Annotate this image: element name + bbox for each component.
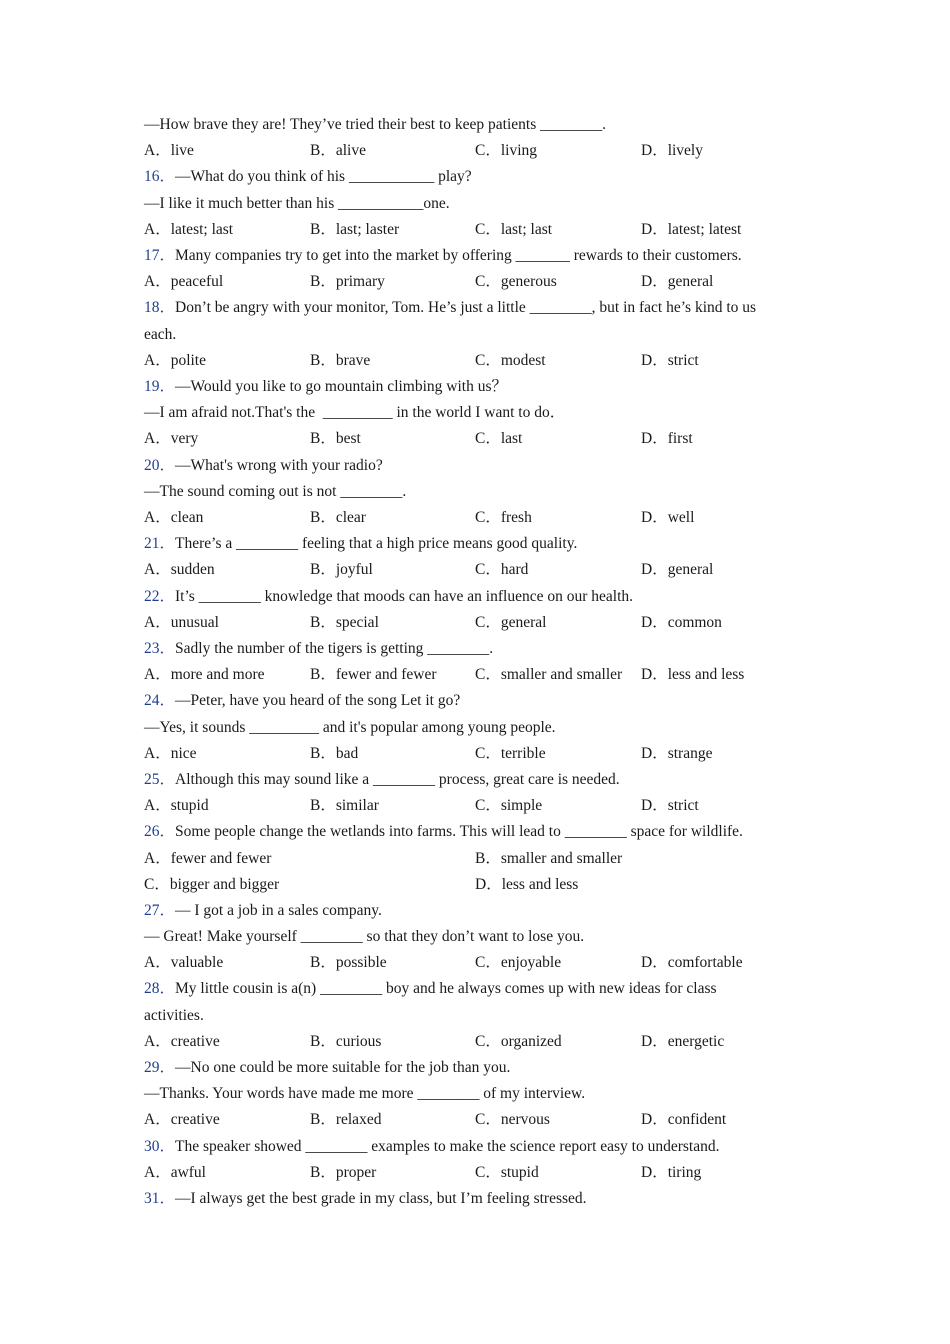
question-text: —Would you like to go mountain climbing with us？ [175, 377, 508, 395]
question-text: —No one could be more suitable for the job than you. [175, 1059, 511, 1077]
option-choice: B．curious [310, 1032, 382, 1050]
option-choice: A．creative [144, 1111, 220, 1129]
option-choice: D．strange [641, 744, 713, 762]
question-line [144, 819, 814, 845]
question-text: —I always get the best grade in my class, but I’m feeling stressed. [175, 1190, 587, 1208]
options-row [144, 610, 814, 636]
option-choice: C．last; last [475, 220, 553, 238]
question-number: 25． [144, 770, 176, 788]
option-choice: C．living [475, 142, 538, 160]
option-choice: B．clear [310, 508, 366, 526]
option-choice: D．first [641, 430, 693, 448]
options-row [144, 217, 814, 243]
question-line [144, 243, 814, 269]
option-choice: C．smaller and smaller [475, 666, 623, 684]
option-choice: B．proper [310, 1163, 377, 1181]
question-number: 22． [144, 587, 176, 605]
options-row [144, 793, 814, 819]
question-text: Sadly the number of the tigers is getting ________. [175, 639, 494, 657]
option-choice: C．enjoyable [475, 954, 562, 972]
question-line [144, 1186, 814, 1212]
option-choice: A．creative [144, 1032, 220, 1050]
text-line: —The sound coming out is not ________. [144, 482, 407, 500]
question-text: Although this may sound like a ________ process, great care is needed. [175, 770, 620, 788]
text-line: each. [144, 325, 177, 343]
options-row [144, 1160, 814, 1186]
question-number: 29． [144, 1059, 176, 1077]
option-choice: B．best [310, 430, 361, 448]
question-line [144, 767, 814, 793]
option-choice: A．sudden [144, 561, 215, 579]
option-choice: A．fewer and fewer [144, 849, 272, 867]
question-line [144, 531, 814, 557]
option-choice: C．stupid [475, 1163, 539, 1181]
option-choice: A．clean [144, 508, 204, 526]
option-choice: A．more and more [144, 666, 265, 684]
option-choice: B．special [310, 613, 379, 631]
question-line [144, 688, 814, 714]
option-choice: A．nice [144, 744, 197, 762]
option-choice: C．nervous [475, 1111, 550, 1129]
text-line: —How brave they are! They’ve tried their best to keep patients ________. [144, 116, 606, 133]
option-choice: A．very [144, 430, 199, 448]
question-line [144, 1134, 814, 1160]
option-choice: B．bad [310, 744, 359, 762]
question-line [144, 898, 814, 924]
text-line: — Great! Make yourself ________ so that they don’t want to lose you. [144, 928, 585, 946]
options-row [144, 348, 814, 374]
option-choice: C．terrible [475, 744, 546, 762]
option-choice: D．latest; latest [641, 220, 742, 238]
question-text: Some people change the wetlands into farms. This will lead to ________ space for wildlife. [175, 823, 743, 841]
question-number: 31． [144, 1190, 176, 1208]
options-row [144, 950, 814, 976]
option-choice: D．comfortable [641, 954, 743, 972]
options-row [144, 426, 814, 452]
question-text: —What do you think of his ___________ play? [175, 168, 472, 186]
option-choice: B．primary [310, 273, 385, 291]
question-line [144, 584, 814, 610]
option-choice: A．latest; last [144, 220, 234, 238]
question-number: 20． [144, 456, 176, 474]
text-line: —I like it much better than his ___________one. [144, 194, 450, 212]
options-row [144, 138, 814, 164]
worksheet-page [144, 112, 814, 1212]
options-row [144, 505, 814, 531]
options-row [144, 846, 814, 872]
options-row [144, 662, 814, 688]
option-choice: D．strict [641, 351, 699, 369]
question-number: 23． [144, 639, 176, 657]
question-number: 30． [144, 1137, 176, 1155]
options-row [144, 269, 814, 295]
question-line [144, 453, 814, 479]
option-choice: D．well [641, 508, 695, 526]
question-number: 26． [144, 823, 176, 841]
question-number: 18． [144, 299, 176, 317]
question-line [144, 1055, 814, 1081]
options-row [144, 872, 814, 898]
option-choice: C．simple [475, 797, 543, 815]
option-choice: D．general [641, 273, 714, 291]
option-choice: D．general [641, 561, 714, 579]
question-number: 19． [144, 377, 176, 395]
option-choice: A．awful [144, 1163, 206, 1181]
question-text: It’s ________ knowledge that moods can have an influence on our health. [175, 587, 634, 605]
option-choice: C．modest [475, 351, 546, 369]
option-choice: D．lively [641, 142, 703, 160]
question-line [144, 295, 814, 321]
question-text: — I got a job in a sales company. [175, 901, 382, 919]
option-choice: C．organized [475, 1032, 562, 1050]
option-choice: C．hard [475, 561, 529, 579]
question-text: My little cousin is a(n) ________ boy and he always comes up with new ideas for class [175, 980, 717, 998]
option-choice: C．bigger and bigger [144, 875, 280, 893]
text-line: —Yes, it sounds _________ and it's popular among young people. [144, 718, 556, 736]
question-line [144, 636, 814, 662]
option-choice: B．smaller and smaller [475, 849, 623, 867]
option-choice: D．strict [641, 797, 699, 815]
option-choice: C．last [475, 430, 523, 448]
text-line: —Thanks. Your words have made me more ________ of my interview. [144, 1085, 586, 1103]
option-choice: D．less and less [475, 875, 579, 893]
option-choice: C．fresh [475, 508, 532, 526]
option-choice: A．polite [144, 351, 206, 369]
question-number: 21． [144, 535, 176, 553]
options-row [144, 557, 814, 583]
question-line [144, 976, 814, 1002]
question-text: There’s a ________ feeling that a high price means good quality. [175, 535, 578, 553]
options-row [144, 741, 814, 767]
question-text: —Peter, have you heard of the song Let it go? [175, 692, 461, 710]
option-choice: A．peaceful [144, 273, 224, 291]
option-choice: D．energetic [641, 1032, 725, 1050]
option-choice: C．general [475, 613, 547, 631]
option-choice: D．tiring [641, 1163, 702, 1181]
option-choice: B．similar [310, 797, 379, 815]
option-choice: C．generous [475, 273, 557, 291]
question-line [144, 374, 814, 400]
question-text: Don’t be angry with your monitor, Tom. He’s just a little ________, but in fact he’s kind to us [175, 299, 757, 317]
option-choice: D．confident [641, 1111, 727, 1129]
question-number: 16． [144, 168, 176, 186]
option-choice: B．joyful [310, 561, 373, 579]
option-choice: D．common [641, 613, 722, 631]
options-row [144, 1107, 814, 1133]
text-line: activities. [144, 1006, 204, 1024]
option-choice: A．unusual [144, 613, 219, 631]
question-text: The speaker showed ________ examples to make the science report easy to understand. [175, 1137, 720, 1155]
question-number: 24． [144, 692, 176, 710]
question-text: —What's wrong with your radio? [175, 456, 383, 474]
text-line: —I am afraid not.That's the _________ in the world I want to do． [144, 404, 566, 422]
option-choice: B．possible [310, 954, 387, 972]
question-number: 27． [144, 901, 176, 919]
option-choice: A．live [144, 142, 194, 160]
option-choice: B．brave [310, 351, 371, 369]
option-choice: B．relaxed [310, 1111, 382, 1129]
options-row [144, 1029, 814, 1055]
option-choice: B．last; laster [310, 220, 400, 238]
question-line [144, 164, 814, 190]
question-text: Many companies try to get into the market by offering _______ rewards to their customers. [175, 246, 742, 264]
option-choice: B．alive [310, 142, 366, 160]
option-choice: A．valuable [144, 954, 224, 972]
option-choice: B．fewer and fewer [310, 666, 437, 684]
option-choice: D．less and less [641, 666, 745, 684]
question-number: 17． [144, 246, 176, 264]
question-number: 28． [144, 980, 176, 998]
option-choice: A．stupid [144, 797, 209, 815]
